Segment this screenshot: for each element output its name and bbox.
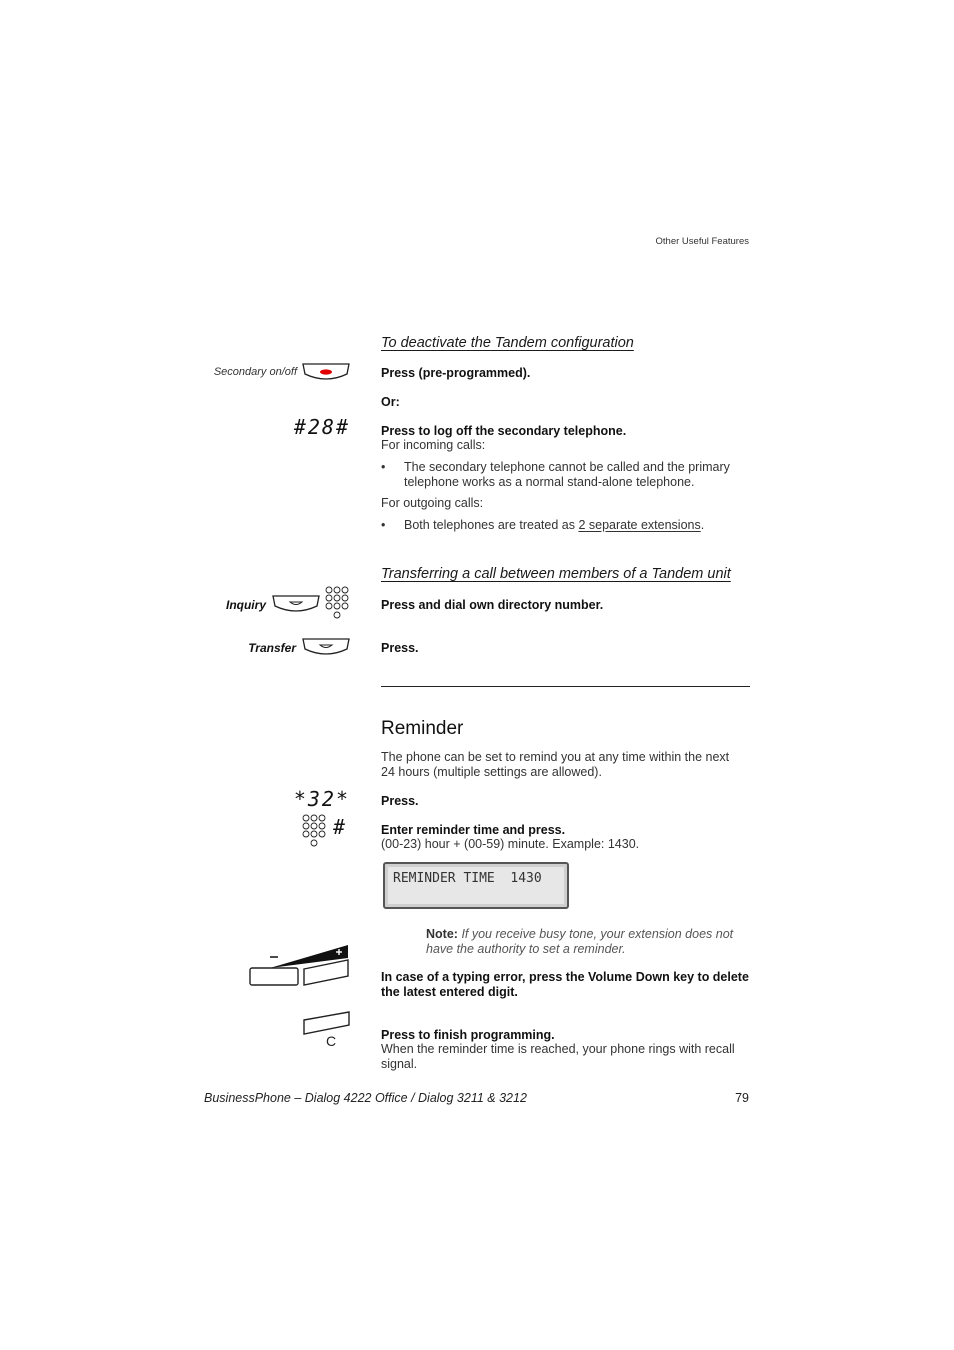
lcd-display xyxy=(383,862,569,909)
code-28: #28# xyxy=(293,415,350,439)
transfer-key-label: Transfer xyxy=(248,641,296,655)
finish-programming: Press to finish programming. xyxy=(381,1028,555,1042)
inquiry-instruction: Press and dial own directory number. xyxy=(381,598,604,612)
hash-key-icon: # xyxy=(333,815,348,839)
reminder-time-format: (00-23) hour + (00-59) minute. Example: 1430. xyxy=(381,837,640,851)
volume-down-instruction: In case of a typing error, press the Volume Down key to delete the latest entered digit. xyxy=(381,970,749,999)
keypad-icon xyxy=(302,814,328,850)
bullet-incoming: The secondary telephone cannot be called and the primary telephone works as a normal stand-alone telephone. xyxy=(404,460,730,489)
inquiry-key-icon xyxy=(272,594,320,614)
note-busy-tone: Note: If you receive busy tone, your extension does not have the authority to set a reminder. xyxy=(426,927,734,956)
code-32: *32* xyxy=(293,787,350,811)
recall-signal-desc: When the reminder time is reached, your phone rings with recall signal. xyxy=(381,1042,735,1071)
inquiry-key-label: Inquiry xyxy=(225,598,266,612)
secondary-key-label: Secondary on/off xyxy=(213,366,297,378)
running-header: Other Useful Features xyxy=(655,236,749,247)
bullet-marker: • xyxy=(381,460,386,474)
transfer-instruction: Press. xyxy=(381,641,419,655)
reminder-title: Reminder xyxy=(381,718,464,739)
bullet-outgoing: Both telephones are treated as 2 separate extensions. xyxy=(404,518,705,532)
section-heading-transfer: Transferring a call between members of a Tandem unit xyxy=(381,566,731,582)
keypad-icon xyxy=(325,586,351,622)
footer-title: BusinessPhone – Dialog 4222 Office / Dialog 3211 & 3212 xyxy=(204,1091,527,1105)
step-press-preprogrammed: Press (pre-programmed). xyxy=(381,366,531,380)
reminder-press: Press. xyxy=(381,794,419,808)
or-label: Or: xyxy=(381,395,400,409)
volume-keys-icon xyxy=(248,942,352,988)
secondary-key-icon xyxy=(302,362,350,382)
reminder-intro: The phone can be set to remind you at any time within the next 24 hours (multiple settings are allowed). xyxy=(381,750,730,779)
section-divider xyxy=(381,686,750,687)
step-log-off: Press to log off the secondary telephone. xyxy=(381,424,627,438)
page-number: 79 xyxy=(735,1091,749,1105)
transfer-key-icon xyxy=(302,637,350,657)
clear-key-label: C xyxy=(326,1033,337,1049)
section-heading-deactivate: To deactivate the Tandem configuration xyxy=(381,335,634,351)
separate-extensions-link[interactable]: 2 separate extensions xyxy=(578,518,701,532)
outgoing-calls-label: For outgoing calls: xyxy=(381,496,484,510)
enter-reminder-time: Enter reminder time and press. xyxy=(381,823,566,837)
lcd-text: REMINDER TIME 1430 xyxy=(393,871,542,886)
incoming-calls-label: For incoming calls: xyxy=(381,438,486,452)
bullet-marker: • xyxy=(381,518,386,532)
